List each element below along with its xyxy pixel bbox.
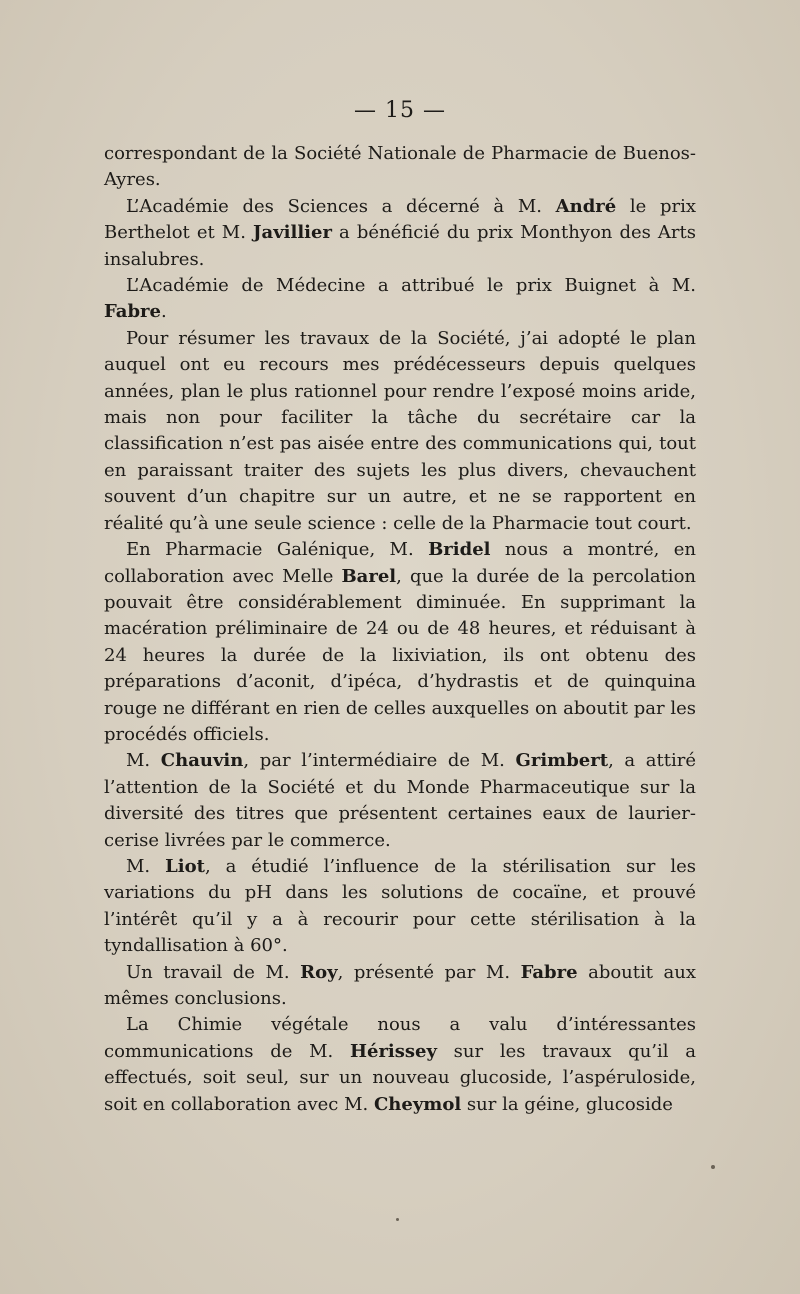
body-text xyxy=(104,141,696,1118)
text-run: le prix Berthelot et M. xyxy=(104,195,697,244)
paragraph xyxy=(104,194,696,273)
paragraph xyxy=(104,1012,696,1118)
person-name: Barel xyxy=(341,565,397,587)
person-name: Cheymol xyxy=(373,1093,462,1115)
text-run: , que la durée de la percolation pouvait être considérablement diminuée. En supprimant la macération préliminaire de 24 ou de 48 heures, et réduisant à 24 heures la durée de la lixiviation, ils ont obtenu des préparations d’aconit, d’ipéca, d’hydrastis et de quinquina rouge ne différant en rien de celles auxquelles on aboutit par les procédés officiels. xyxy=(104,565,696,745)
text-run: L’Académie des Sciences a décerné à M. xyxy=(126,195,556,217)
page-number: — 15 — xyxy=(354,98,446,123)
paragraph xyxy=(104,537,696,748)
paragraph xyxy=(104,748,696,854)
text-run: Un travail de M. xyxy=(126,961,301,983)
paragraph xyxy=(104,141,696,194)
text-run: , présenté par M. xyxy=(337,961,521,983)
person-name: Fabre xyxy=(104,301,161,323)
text-run: Pour résumer les travaux de la Société, j’ai adopté le plan auquel ont eu recours mes prédécesseurs depuis quelques années, plan le plus rationnel pour rendre l’exposé moins aride, mais non pour faciliter la tâche du secrétaire car la classification n’est pas aisée entre des communications qui, tout en paraissant traiter des sujets les plus divers, chevauchent souvent d’un chapitre sur un autre, et ne se rapportent en réalité qu’à une seule science : celle de la Pharmacie tout court. xyxy=(104,327,696,534)
text-run: En Pharmacie Galénique, M. xyxy=(126,539,429,561)
paragraph xyxy=(104,854,696,960)
text-run: aboutit aux mêmes conclusions. xyxy=(104,961,696,1009)
text-run: , a étudié l’influence de la stérilisation sur les variations du pH dans les solutions de cocaïne, et prouvé l’intérêt qu’il y a à recourir pour cette stérilisation à la tyndallisation à 60°. xyxy=(104,855,696,957)
person-name: Chauvin xyxy=(160,750,244,772)
text-run: . xyxy=(160,301,167,323)
person-name: Roy xyxy=(300,961,338,983)
paragraph xyxy=(104,273,696,326)
person-name: André xyxy=(555,195,617,217)
ink-speck xyxy=(711,1165,715,1169)
paragraph xyxy=(104,326,696,537)
person-name: Fabre xyxy=(520,961,578,983)
person-name: Grimbert xyxy=(515,750,609,772)
ink-speck xyxy=(396,1218,399,1221)
text-run: a bénéficié du prix Monthyon des Arts insalubres. xyxy=(104,222,696,270)
text-run: , par l’intermédiaire de M. xyxy=(243,750,516,772)
text-run: sur les travaux qu’il a effectués, soit seul, sur un nouveau glucoside, l’aspéruloside, soit en collaboration avec M. xyxy=(104,1040,696,1115)
text-run: nous a montré, en collaboration avec Melle xyxy=(104,539,696,587)
person-name: Bridel xyxy=(428,539,491,561)
person-name: Hérissey xyxy=(349,1040,437,1062)
text-run: L’Académie de Médecine a attribué le prix Buignet à M. xyxy=(126,275,696,297)
text-run: La Chimie végétale nous a valu d’intéressantes communications de M. xyxy=(104,1014,696,1062)
text-run: sur la géine, glucoside xyxy=(461,1093,673,1115)
text-run: M. xyxy=(126,750,161,772)
text-run: M. xyxy=(126,855,166,877)
paragraph xyxy=(104,960,696,1013)
text-run: correspondant de la Société Nationale de Pharmacie de Buenos-Ayres. xyxy=(104,143,696,191)
person-name: Liot xyxy=(165,855,205,877)
text-run: , a attiré l’attention de la Société et du Monde Pharmaceutique sur la diversité des titres que présentent certaines eaux de laurier-cerise livrées par le commerce. xyxy=(104,750,696,851)
person-name: Javillier xyxy=(253,222,332,244)
